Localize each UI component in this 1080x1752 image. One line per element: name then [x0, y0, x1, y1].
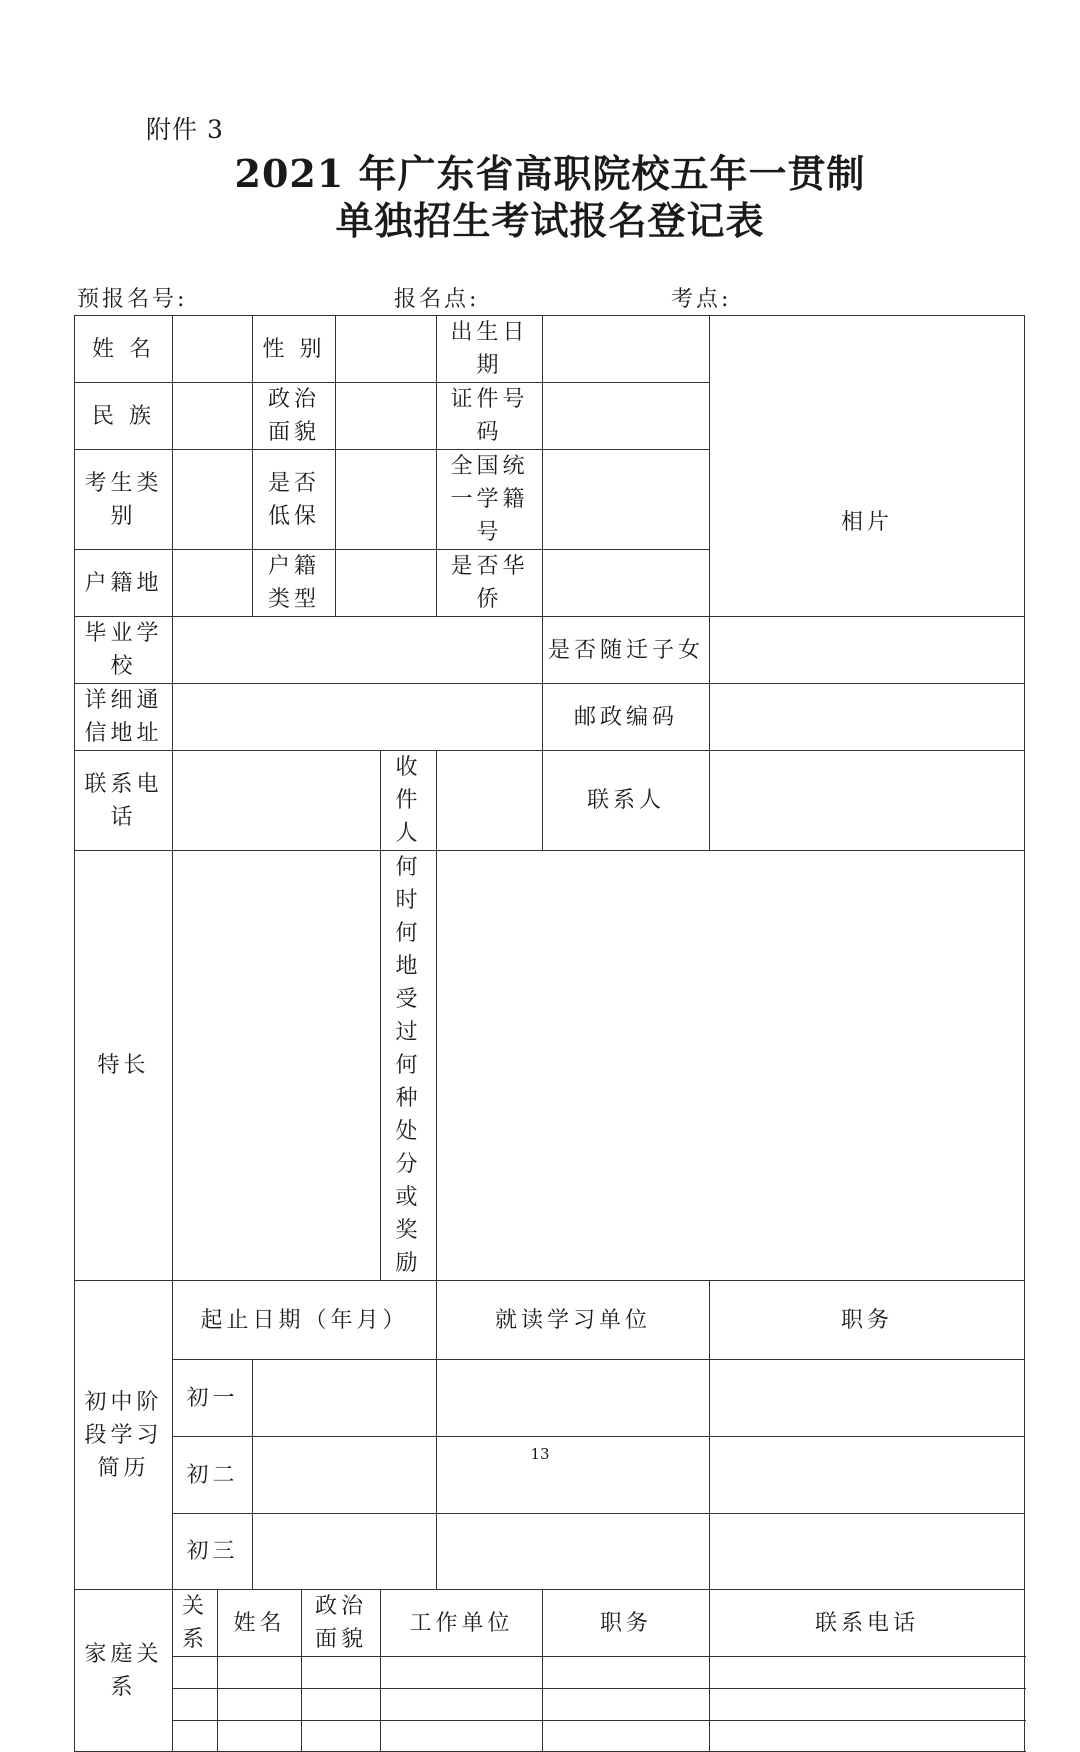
recipient-value-cell[interactable]: [437, 751, 543, 851]
postal-code-value-cell[interactable]: [710, 684, 1025, 751]
grade1-label: 初一: [173, 1360, 253, 1437]
family-row3-phone[interactable]: [710, 1721, 1025, 1752]
overseas-chinese-label: 是否华侨: [437, 550, 543, 617]
family-row2-position[interactable]: [543, 1689, 710, 1721]
name-value-cell[interactable]: [173, 316, 253, 383]
family-row3-relation[interactable]: [173, 1721, 218, 1752]
family-row1-position[interactable]: [543, 1657, 710, 1689]
registration-form-table: [74, 315, 1025, 1752]
family-row2-work-unit[interactable]: [381, 1689, 543, 1721]
id-number-value-cell[interactable]: [543, 383, 710, 450]
migrant-child-value-cell[interactable]: [710, 617, 1025, 684]
grade1-date-cell[interactable]: [253, 1360, 437, 1437]
household-place-value-cell[interactable]: [173, 550, 253, 617]
candidate-type-value-cell[interactable]: [173, 450, 253, 550]
family-label: 家庭关系: [75, 1590, 173, 1752]
grade1-school-cell[interactable]: [437, 1360, 710, 1437]
school-unit-header: 就读学习单位: [437, 1281, 710, 1360]
family-row1-name[interactable]: [218, 1657, 302, 1689]
form-title-line1: 2021 年广东省高职院校五年一贯制: [234, 151, 866, 196]
overseas-chinese-value-cell[interactable]: [543, 550, 710, 617]
contact-phone-value-cell[interactable]: [173, 751, 381, 851]
recipient-label: 收件人: [381, 751, 437, 851]
political-status-label: 政治面貌: [253, 383, 336, 450]
grade3-school-cell[interactable]: [437, 1514, 710, 1590]
family-row3-work-unit[interactable]: [381, 1721, 543, 1752]
national-student-id-label: 全国统一学籍号: [437, 450, 543, 550]
exam-site-label: 考点:: [671, 287, 732, 312]
graduation-school-value-cell[interactable]: [173, 617, 543, 684]
candidate-type-label: 考生类别: [75, 450, 173, 550]
specialty-value-cell[interactable]: [173, 851, 381, 1281]
low-income-label: 是否低保: [253, 450, 336, 550]
family-row1-relation[interactable]: [173, 1657, 218, 1689]
contact-phone-label: 联系电话: [75, 751, 173, 851]
family-position-header: 职务: [543, 1590, 710, 1657]
grade3-date-cell[interactable]: [253, 1514, 437, 1590]
migrant-child-label: 是否随迁子女: [543, 617, 710, 684]
family-row1-work-unit[interactable]: [381, 1657, 543, 1689]
form-title-line2: 单独招生考试报名登记表: [335, 198, 765, 243]
birth-date-label: 出生日期: [437, 316, 543, 383]
id-number-label: 证件号码: [437, 383, 543, 450]
household-type-label: 户籍类型: [253, 550, 336, 617]
rewards-punishments-label: 何时何地受过何种处分或奖励: [381, 851, 437, 1281]
pre-registration-no-label: 预报名号:: [77, 287, 188, 312]
work-unit-header: 工作单位: [381, 1590, 543, 1657]
grade2-label: 初二: [173, 1437, 253, 1514]
ethnicity-value-cell[interactable]: [173, 383, 253, 450]
family-row3-political[interactable]: [302, 1721, 381, 1752]
family-row1-political[interactable]: [302, 1657, 381, 1689]
political-status-value-cell[interactable]: [336, 383, 437, 450]
grade3-label: 初三: [173, 1514, 253, 1590]
position-header: 职务: [710, 1281, 1025, 1360]
grade3-position-cell[interactable]: [710, 1514, 1025, 1590]
low-income-value-cell[interactable]: [336, 450, 437, 550]
attachment-label: 附件 3: [146, 115, 224, 144]
family-name-header: 姓名: [218, 1590, 302, 1657]
family-row1-phone[interactable]: [710, 1657, 1025, 1689]
rewards-punishments-value-cell[interactable]: [437, 851, 1025, 1281]
contact-person-label: 联系人: [543, 751, 710, 851]
mailing-address-value-cell[interactable]: [173, 684, 543, 751]
photo-cell[interactable]: 相片: [710, 316, 1025, 617]
graduation-school-label: 毕业学校: [75, 617, 173, 684]
grade1-position-cell[interactable]: [710, 1360, 1025, 1437]
household-type-value-cell[interactable]: [336, 550, 437, 617]
family-political-header: 政治面貌: [302, 1590, 381, 1657]
birth-date-value-cell[interactable]: [543, 316, 710, 383]
family-row2-political[interactable]: [302, 1689, 381, 1721]
mailing-address-label: 详细通信地址: [75, 684, 173, 751]
postal-code-label: 邮政编码: [543, 684, 710, 751]
registration-site-label: 报名点:: [394, 287, 480, 312]
contact-person-value-cell[interactable]: [710, 751, 1025, 851]
date-range-header: 起止日期（年月）: [173, 1281, 437, 1360]
family-row2-name[interactable]: [218, 1689, 302, 1721]
family-row2-relation[interactable]: [173, 1689, 218, 1721]
household-place-label: 户籍地: [75, 550, 173, 617]
page-number: 13: [530, 1445, 550, 1463]
specialty-label: 特长: [75, 851, 173, 1281]
gender-label: 性 别: [253, 316, 336, 383]
family-row2-phone[interactable]: [710, 1689, 1025, 1721]
gender-value-cell[interactable]: [336, 316, 437, 383]
family-row3-position[interactable]: [543, 1721, 710, 1752]
ethnicity-label: 民 族: [75, 383, 173, 450]
name-label: 姓 名: [75, 316, 173, 383]
junior-resume-label: 初中阶段学习简历: [75, 1281, 173, 1590]
family-phone-header: 联系电话: [710, 1590, 1025, 1657]
national-student-id-value-cell[interactable]: [543, 450, 710, 550]
family-row3-name[interactable]: [218, 1721, 302, 1752]
relation-header: 关系: [173, 1590, 218, 1657]
